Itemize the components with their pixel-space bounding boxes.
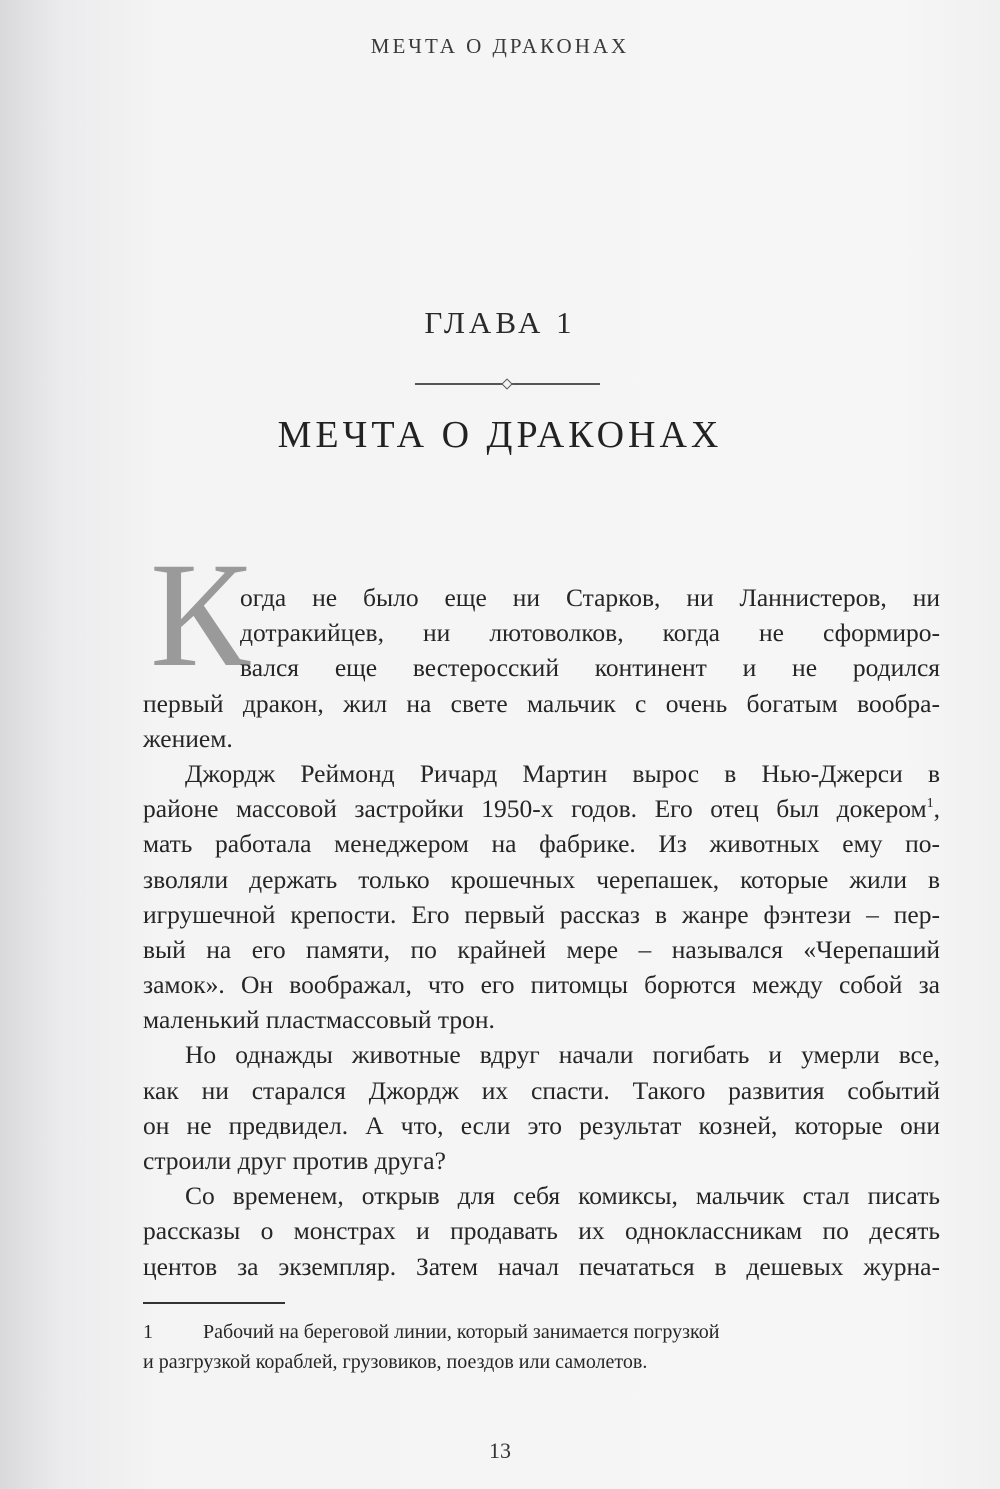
ornament-divider	[415, 383, 600, 385]
text-line: центов за экземпляр. Затем начал печататься в дешевых журна-	[143, 1251, 940, 1281]
footnote-number: 1	[143, 1321, 153, 1343]
text-line: дотракийцев, ни лютоволков, когда не сформиро-	[240, 618, 940, 648]
text-line: строили друг против друга?	[143, 1146, 446, 1175]
drop-cap: К	[150, 532, 251, 698]
running-head: МЕЧТА О ДРАКОНАХ	[370, 34, 630, 58]
text-line: Джордж Реймонд Ричард Мартин вырос в Нью-Джерси в	[185, 758, 940, 788]
chapter-title: МЕЧТА О ДРАКОНАХ	[277, 414, 723, 456]
text-line: он не предвидел. А что, если это результат козней, которые они	[143, 1110, 940, 1140]
body-text	[143, 580, 940, 1284]
text-line: первый дракон, жил на свете мальчик с очень богатым вообра-	[143, 688, 940, 718]
text-line: огда не было еще ни Старков, ни Ланнистеров, ни	[240, 583, 940, 612]
text-line: игрушечной крепости. Его первый рассказ в жанре фэнтези – пер-	[143, 899, 940, 929]
footnote-marker: 1	[926, 796, 934, 812]
page-number: 13	[489, 1438, 511, 1463]
text-line: Со временем, открыв для себя комиксы, мальчик стал писать	[185, 1181, 940, 1211]
text-line: вался еще вестеросский континент и не родился	[240, 653, 940, 683]
text-line: Но однажды животные вдруг начали погибать и умерли все,	[185, 1040, 940, 1070]
text-line: маленький пластмассовый трон.	[143, 1005, 495, 1035]
text-span: районе массовой застройки 1950-х годов. Его отец был докером	[143, 794, 927, 824]
text-line: районе массовой застройки 1950-х годов. Его отец был докером$^1$,	[143, 794, 940, 824]
footnote-line: Рабочий на береговой линии, который занимается погрузкой	[203, 1321, 720, 1343]
text-line: рассказы о монстрах и продавать их одноклассникам по десять	[143, 1216, 940, 1246]
footnote-line: и разгрузкой кораблей, грузовиков, поездов или самолетов.	[143, 1351, 648, 1373]
text-line: мать работала менеджером на фабрике. Из животных ему по-	[143, 829, 940, 859]
text-line: замок». Он воображал, что его питомцы борются между собой за	[143, 970, 940, 1000]
text-line: зволяли держать только крошечных черепашек, которые жили в	[143, 864, 940, 894]
text-line: вый на его памяти, по крайней мере – назывался «Черепаший	[143, 934, 940, 964]
text-line: как ни старался Джордж их спасти. Такого развития событий	[143, 1075, 940, 1105]
footnote	[143, 1317, 873, 1377]
chapter-label: ГЛАВА 1	[424, 305, 576, 340]
text-line: жением.	[143, 723, 233, 753]
footnote-rule	[143, 1302, 285, 1304]
